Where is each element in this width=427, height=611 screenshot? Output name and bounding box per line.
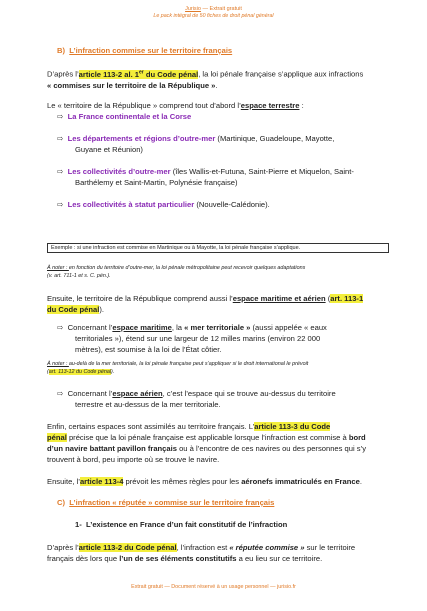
arrow-right-icon: ⇨ — [57, 389, 64, 398]
list-item-maritime: ⇨ Concernant l’espace maritime, la « mer territoriale » (aussi appelée « eaux territoriales »), étend sur une largeur de 12 milles marins (environ 22 000 mètres), est soumise à la loi de l’État côtier. — [57, 323, 327, 354]
arrow-right-icon: ⇨ — [57, 167, 64, 176]
list-item-france: ⇨ La France continentale et la Corse — [57, 112, 192, 121]
section-c-heading: C) L’infraction « réputée » commise sur le territoire français — [57, 498, 275, 507]
note-outre-mer: À noter : en fonction du territoire d’outre-mer, la loi pénale métropolitaine peut recevoir quelques adaptations (v. art. 711-1 et s. C. pén.). — [47, 265, 306, 279]
subsection-1-heading: 1- L’existence en France d’un fait constitutif de l’infraction — [75, 520, 288, 529]
brand-name: Jurisio — [185, 6, 201, 12]
paragraph-navires: Enfin, certains espaces sont assimilés au territoire français. L’article 113-3 du Code pénal précise que la loi pénale française est applicable lorsque l’infraction est commise à bord d’un navire battant pavillon français ou à l’encontre de ces navires ou des personnes qui s’y trouvent à bord, peu importe où se trouve le navire. — [47, 422, 367, 464]
arrow-right-icon: ⇨ — [57, 323, 64, 332]
list-item-statut-particulier: ⇨ Les collectivités à statut particulier (Nouvelle-Calédonie). — [57, 200, 270, 209]
paragraph-reputee-commise: D’après l’article 113-2 du Code pénal, l’infraction est « réputée commise » sur le territoire français dès lors que l’un de ses éléments constitutifs a eu lieu sur ce territoire. — [47, 543, 356, 563]
paragraph-aeronefs: Ensuite, l’article 113-4 prévoit les mêmes règles pour les aéronefs immatriculés en France. — [47, 477, 362, 486]
arrow-right-icon: ⇨ — [57, 112, 64, 121]
paragraph-territoire: Le « territoire de la République » comprend tout d’abord l’espace terrestre : — [47, 101, 304, 110]
list-item-drom: ⇨ Les départements et régions d’outre-mer (Martinique, Guadeloupe, Mayotte, Guyane et Réunion) — [57, 134, 335, 154]
example-box: Exemple : si une infraction est commise en Martinique ou à Mayotte, la loi pénale française s’applique. — [47, 243, 389, 253]
section-b-heading: B) L’infraction commise sur le territoire français — [57, 46, 233, 55]
arrow-right-icon: ⇨ — [57, 200, 64, 209]
paragraph-maritime-aerien: Ensuite, le territoire de la République comprend aussi l’espace maritime et aérien (art. 113-1 du Code pénal). — [47, 294, 364, 314]
list-item-com: ⇨ Les collectivités d’outre-mer (îles Wallis-et-Futuna, Saint-Pierre et Miquelon, Saint- Barthélemy et Saint-Martin, Polynésie française) — [57, 167, 354, 187]
paragraph-intro: D’après l’article 113-2 al. 1er du Code pénal, la loi pénale française s’applique aux infractions « commises sur le territoire de la République ». — [47, 69, 364, 90]
page-header-line2: Le pack intégral de 50 fiches de droit pénal général — [153, 13, 274, 19]
note-mer-territoriale: À noter : au-delà de la mer territoriale, la loi pénale française peut s’appliquer si le droit international le prévoit (art. 113-12 du Code pénal). — [47, 361, 309, 375]
list-item-aerien: ⇨ Concernant l’espace aérien, c’est l’espace qui se trouve au-dessus du territoire terrestre et au-dessus de la mer territoriale. — [57, 389, 336, 409]
page-header-line1: Jurisio — Extrait gratuit — [185, 6, 242, 12]
page-footer: Extrait gratuit — Document réservé à un usage personnel — jurisio.fr — [131, 584, 296, 590]
arrow-right-icon: ⇨ — [57, 134, 64, 143]
